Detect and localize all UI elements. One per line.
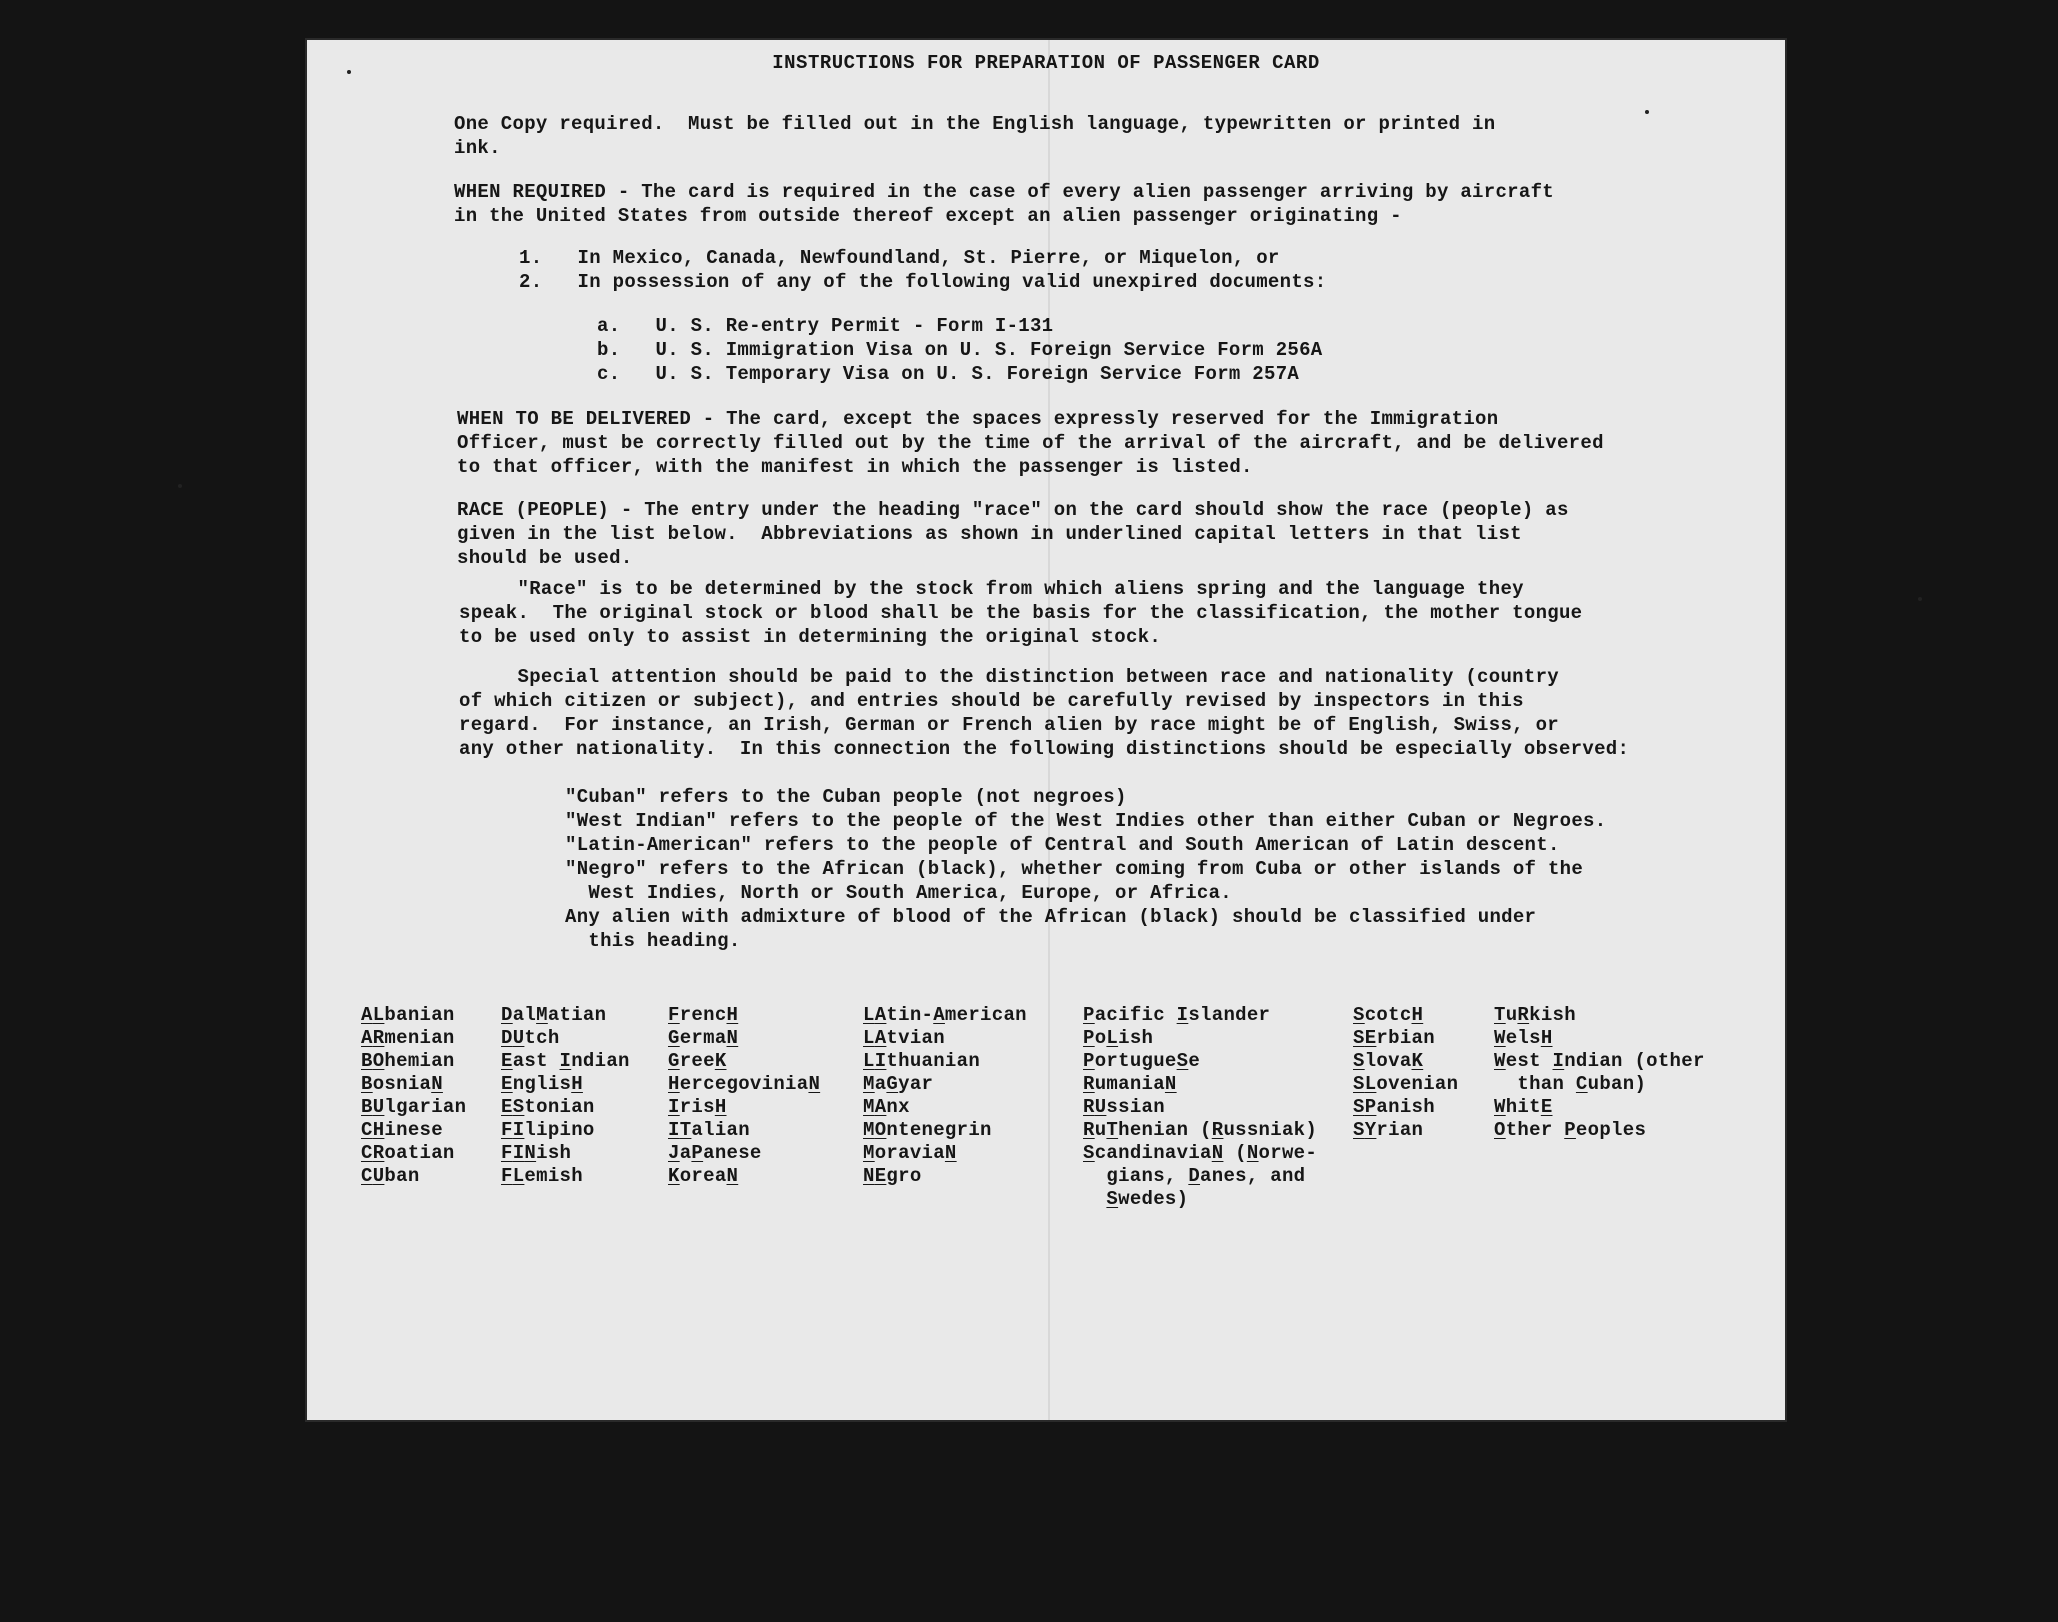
intro-paragraph: One Copy required. Must be filled out in the English language, typewritten or printed in ink. (454, 113, 1496, 159)
race-entry: PoLish (1083, 1027, 1154, 1049)
race-column-2 (501, 1004, 630, 1188)
scan-speck (1918, 597, 1922, 601)
numbered-conditions-list: 1. In Mexico, Canada, Newfoundland, St. Pierre, or Miquelon, or 2. In possession of any of the following valid unexpired documents: (519, 247, 1327, 293)
race-entry: TuRkish (1494, 1004, 1576, 1026)
race-entry: MaGyar (863, 1073, 934, 1095)
race-entry: BosniaN (361, 1073, 443, 1095)
race-entry: LIthuanian (863, 1050, 981, 1072)
race-entry: EStonian (501, 1096, 595, 1118)
race-column-6 (1353, 1004, 1458, 1142)
race-entry: SLovenian (1353, 1073, 1459, 1095)
race-column-4 (863, 1004, 1027, 1188)
scan-speck (347, 70, 351, 74)
when-delivered-paragraph: WHEN TO BE DELIVERED - The card, except the spaces expressly reserved for the Immigration Officer, must be correctly filled out by the time of the arrival of the aircraft, and be delivered to that officer, with the manifest in which the passenger is listed. (457, 408, 1604, 478)
race-entry: DalMatian (501, 1004, 607, 1026)
race-entry: CRoatian (361, 1142, 455, 1164)
race-entry: SYrian (1353, 1119, 1424, 1141)
race-entry: BUlgarian (361, 1096, 467, 1118)
race-entry: JaPanese (668, 1142, 762, 1164)
race-entry: LAtin-American (863, 1004, 1027, 1026)
race-entry: RumaniaN (1083, 1073, 1177, 1095)
race-entry: LAtvian (863, 1027, 945, 1049)
race-entry: ARmenian (361, 1027, 455, 1049)
race-column-5 (1083, 1004, 1317, 1211)
race-entry: Pacific Islander (1083, 1004, 1271, 1026)
race-entry: FrencH (668, 1004, 739, 1026)
race-entry: PortugueSe (1083, 1050, 1201, 1072)
documents-list: a. U. S. Re-entry Permit - Form I-131 b. U. S. Immigration Visa on U. S. Foreign Service Form 256A c. U. S. Temporary Visa on U. S. Foreign Service Form 257A (597, 315, 1323, 385)
scan-speck (178, 484, 182, 488)
race-entry: CUban (361, 1165, 420, 1187)
document-page (307, 40, 1785, 1420)
race-entry: KoreaN (668, 1165, 739, 1187)
race-entry: CHinese (361, 1119, 443, 1141)
race-entry: MOntenegrin (863, 1119, 992, 1141)
race-column-3 (668, 1004, 820, 1188)
race-entry: ITalian (668, 1119, 750, 1141)
race-entry: West Indian (other than Cuban) (1494, 1050, 1705, 1095)
race-entry: FIlipino (501, 1119, 595, 1141)
scan-speck (1645, 110, 1649, 114)
race-entry: WelsH (1494, 1027, 1553, 1049)
race-entry: ScandinaviaN (Norwe- gians, Danes, and Swedes) (1083, 1142, 1318, 1210)
race-entry: FLemish (501, 1165, 583, 1187)
race-entry: ScotcH (1353, 1004, 1424, 1026)
distinctions-list: "Cuban" refers to the Cuban people (not negroes) "West Indian" refers to the people of the West Indies other than either Cuban or Negroes. "Latin-American" refers to the people of Central and South American of Latin descent. "Negro" refers to the African (black), whether coming from Cuba or other islands of the West Indies, North or South America, Europe, or Africa. Any alien with admixture of blood of the African (black) should be classified under this heading. (565, 786, 1607, 952)
document-title: INSTRUCTIONS FOR PREPARATION OF PASSENGER CARD (772, 52, 1320, 74)
race-entry: GreeK (668, 1050, 727, 1072)
race-entry: NEgro (863, 1165, 922, 1187)
race-column-7 (1494, 1004, 1705, 1142)
race-entry: EnglisH (501, 1073, 583, 1095)
race-entry: FINish (501, 1142, 572, 1164)
when-required-paragraph: WHEN REQUIRED - The card is required in the case of every alien passenger arriving by aircraft in the United States from outside thereof except an alien passenger originating - (454, 181, 1554, 227)
race-entry: IrisH (668, 1096, 727, 1118)
race-entry: East Indian (501, 1050, 630, 1072)
special-attention-paragraph: Special attention should be paid to the distinction between race and nationality (country of which citizen or subject), and entries should be carefully revised by inspectors in this regard. For instance, an Irish, German or French alien by race might be of English, Swiss, or any other nationality. In this connection the following distinctions should be especially observed: (459, 666, 1630, 760)
race-entry: GermaN (668, 1027, 739, 1049)
race-entry: SPanish (1353, 1096, 1435, 1118)
race-people-paragraph: RACE (PEOPLE) - The entry under the heading "race" on the card should show the race (people) as given in the list below. Abbreviations as shown in underlined capital letters in that list should be used. (457, 499, 1569, 569)
race-determined-paragraph: "Race" is to be determined by the stock from which aliens spring and the language they speak. The original stock or blood shall be the basis for the classification, the mother tongue to be used only to assist in determining the original stock. (459, 578, 1583, 648)
race-entry: RUssian (1083, 1096, 1165, 1118)
race-entry: ALbanian (361, 1004, 455, 1026)
race-entry: WhitE (1494, 1096, 1553, 1118)
race-entry: SlovaK (1353, 1050, 1424, 1072)
race-entry: MoraviaN (863, 1142, 957, 1164)
race-column-1 (361, 1004, 466, 1188)
race-entry: SErbian (1353, 1027, 1435, 1049)
race-entry: BOhemian (361, 1050, 455, 1072)
race-entry: DUtch (501, 1027, 560, 1049)
race-entry: HercegoviniaN (668, 1073, 821, 1095)
race-entry: RuThenian (Russniak) (1083, 1119, 1318, 1141)
race-entry: MAnx (863, 1096, 910, 1118)
race-entry: Other Peoples (1494, 1119, 1647, 1141)
